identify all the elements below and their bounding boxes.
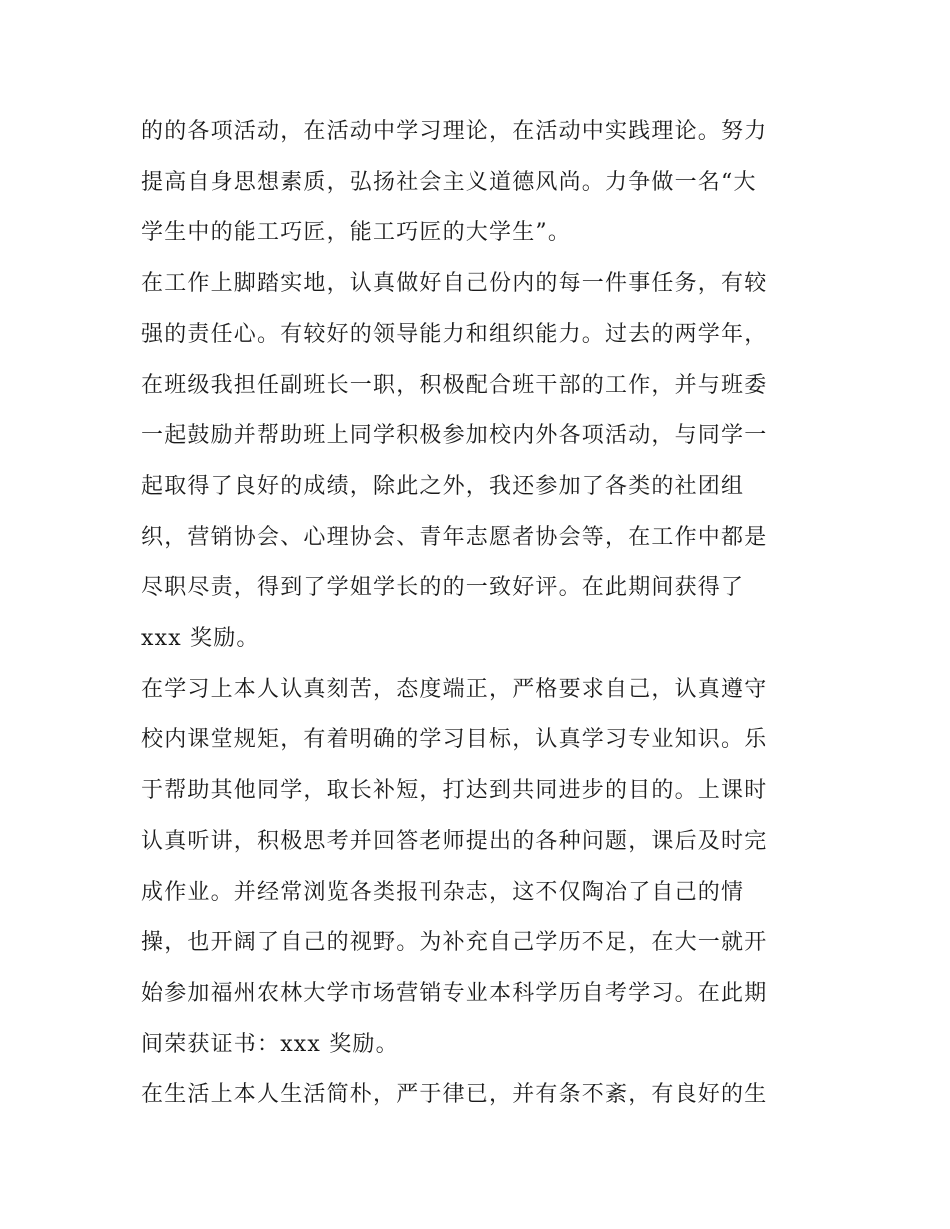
text-line: 在学习上本人认真刻苦，态度端正，严格要求自己，认真遵守 <box>141 676 768 702</box>
paragraph-study <box>141 665 813 1071</box>
text-line: 织，营销协会、心理协会、青年志愿者协会等，在工作中都是 <box>141 524 768 550</box>
text-line: xxx 奖励。 <box>141 626 260 652</box>
text-line: 的的各项活动，在活动中学习理论，在活动中实践理论。努力 <box>141 119 768 144</box>
text-line: 学生中的能工巧匠，能工巧匠的大学生”。 <box>141 220 572 246</box>
document-body <box>141 107 813 1121</box>
text-line: 在工作上脚踏实地，认真做好自己份内的每一件事任务，有较 <box>141 271 768 297</box>
text-line: 在班级我担任副班长一职，积极配合班干部的工作，并与班委 <box>141 372 768 398</box>
text-line: 提高自身思想素质，弘扬社会主义道德风尚。力争做一名“大 <box>141 169 757 195</box>
text-line: 于帮助其他同学，取长补短，打达到共同进步的目的。上课时 <box>141 778 768 804</box>
text-line: 强的责任心。有较好的领导能力和组织能力。过去的两学年， <box>141 321 768 347</box>
text-line: 始参加福州农林大学市场营销专业本科学历自考学习。在此期 <box>141 980 768 1006</box>
text-line: 尽职尽责，得到了学姐学长的的一致好评。在此期间获得了 <box>141 575 745 601</box>
text-line: 认真听讲，积极思考并回答老师提出的各种问题，课后及时完 <box>141 828 768 854</box>
text-line: 一起鼓励并帮助班上同学积极参加校内外各项活动，与同学一 <box>141 423 768 449</box>
text-line: 间荣获证书：xxx 奖励。 <box>141 1031 399 1057</box>
paragraph-work <box>141 259 813 665</box>
paragraph-activities <box>141 107 813 259</box>
text-line: 成作业。并经常浏览各类报刊杂志，这不仅陶冶了自己的情 <box>141 879 745 905</box>
paragraph-life <box>141 1070 813 1121</box>
text-line: 操，也开阔了自己的视野。为补充自己学历不足，在大一就开 <box>141 930 768 956</box>
text-line: 校内课堂规矩，有着明确的学习目标，认真学习专业知识。乐 <box>141 727 768 753</box>
text-line: 在生活上本人生活简朴，严于律已，并有条不紊，有良好的生 <box>141 1082 768 1108</box>
text-line: 起取得了良好的成绩，除此之外，我还参加了各类的社团组 <box>141 473 745 499</box>
